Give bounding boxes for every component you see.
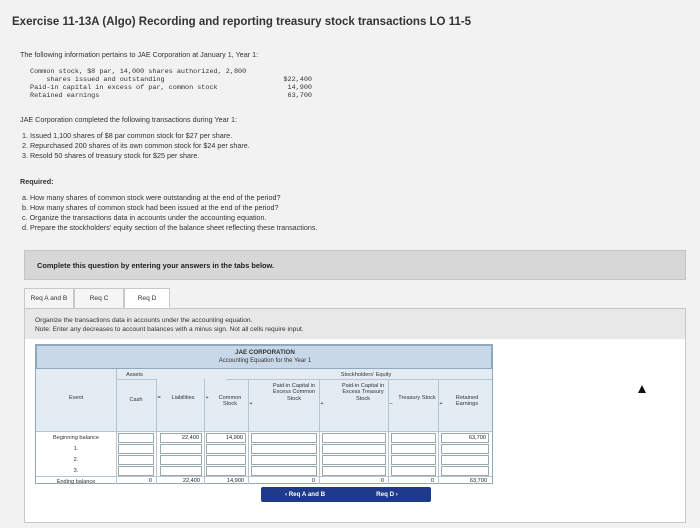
treasury-row2-input[interactable] [391, 455, 436, 465]
retained-earnings-begin: 63,700 [441, 433, 489, 443]
row-label-3: 3. [73, 468, 79, 474]
treasury-begin-input[interactable] [391, 433, 436, 443]
retained-row2-input[interactable] [441, 455, 489, 465]
required-d: d. Prepare the stockholders' equity section of the balance sheet reflecting these transactions. [22, 223, 318, 232]
tab-req-a-and-b[interactable]: Req A and B [24, 288, 74, 308]
common-ending: 14,900 [226, 478, 244, 484]
instructions-line-2: Note: Enter any decreases to account balances with a minus sign. Not all cells require input. [35, 326, 304, 333]
row-label-1: 1. [73, 446, 79, 452]
retained-row3-input[interactable] [441, 466, 489, 476]
pic-common-row2-input[interactable] [251, 455, 317, 465]
pic-treasury-header: Paid-in Capital in Excess Treasury Stock [341, 383, 385, 402]
treasury-ending: 0 [430, 478, 434, 484]
next-tab-button[interactable] [343, 487, 431, 502]
row-label-2: 2. [73, 457, 79, 463]
treasury-row1-input[interactable] [391, 444, 436, 454]
cash-row3-input[interactable] [118, 466, 154, 476]
tab-req-c[interactable]: Req C [74, 288, 124, 308]
transaction-2: 2. Repurchased 200 shares of its own common stock for $24 per share. [22, 141, 250, 150]
cash-row2-input[interactable] [118, 455, 154, 465]
cash-header: Cash [129, 397, 143, 403]
common-row3-input[interactable] [206, 466, 246, 476]
completed-text: JAE Corporation completed the following transactions during Year 1: [20, 115, 237, 124]
common-stock-header: Common Stock [218, 395, 242, 408]
pic-common-ending: 0 [311, 478, 315, 484]
liabilities-ending: 22,400 [182, 478, 200, 484]
pic-treasury-row2-input[interactable] [322, 455, 386, 465]
banner-text: Complete this question by entering your answers in the tabs below. [37, 261, 275, 270]
balance-line-2: shares issued and outstanding [30, 76, 165, 84]
common-row2-input[interactable] [206, 455, 246, 465]
tab-panel [24, 308, 686, 523]
liabilities-begin: 22,400 [160, 433, 202, 443]
liabilities-row1-input[interactable] [160, 444, 202, 454]
treasury-stock-header: Treasury Stock [398, 395, 436, 401]
liabilities-row3-input[interactable] [160, 466, 202, 476]
table-title-header [36, 345, 492, 369]
prev-tab-label: Req A and B [288, 491, 326, 498]
cash-begin-input[interactable] [118, 433, 154, 443]
transaction-3: 3. Resold 50 shares of treasury stock for $25 per share. [22, 151, 200, 160]
row-label-ending: Ending balance [56, 479, 96, 485]
pic-treasury-row1-input[interactable] [322, 444, 386, 454]
balance-value-pic: 14,900 [287, 84, 312, 92]
required-a: a. How many shares of common stock were outstanding at the end of the period? [22, 193, 281, 202]
instructions-line-1: Organize the transactions data in accounts under the accounting equation. [35, 317, 253, 324]
balance-line-3: Paid-in capital in excess of par, common stock [30, 84, 218, 92]
retained-ending: 63,700 [469, 478, 487, 484]
company-name: JAE CORPORATION [235, 349, 295, 356]
pic-common-row1-input[interactable] [251, 444, 317, 454]
tab-req-d[interactable]: Req D [124, 288, 170, 308]
balance-line-1: Common stock, $8 par, 14,000 shares authorized, 2,800 [30, 68, 247, 76]
pic-common-header: Paid-in Capital in Excess Common Stock [272, 383, 316, 402]
pic-common-row3-input[interactable] [251, 466, 317, 476]
instruction-banner [24, 250, 686, 280]
common-row1-input[interactable] [206, 444, 246, 454]
transaction-1: 1. Issued 1,100 shares of $8 par common stock for $27 per share. [22, 131, 233, 140]
chevron-right-icon: › [394, 491, 398, 498]
balance-value-retained: 63,700 [287, 92, 312, 100]
balance-value-common: $22,400 [283, 76, 312, 84]
balance-line-4: Retained earnings [30, 92, 100, 100]
table-subtitle: Accounting Equation for the Year 1 [218, 358, 312, 364]
cash-ending: 0 [148, 478, 152, 484]
pic-treasury-ending: 0 [380, 478, 384, 484]
pic-treasury-begin-input[interactable] [322, 433, 386, 443]
required-b: b. How many shares of common stock had been issued at the end of the period? [22, 203, 279, 212]
retained-row1-input[interactable] [441, 444, 489, 454]
mouse-cursor-icon [638, 385, 646, 393]
required-c: c. Organize the transactions data in accounts under the accounting equation. [22, 213, 267, 222]
retained-earnings-header: Retained Earnings [455, 395, 479, 408]
row-label-beginning: Beginning balance [52, 435, 100, 441]
page-title: Exercise 11-13A (Algo) Recording and reporting treasury stock transactions LO 11-5 [12, 16, 472, 28]
pic-common-begin-input[interactable] [251, 433, 317, 443]
event-header: Event [68, 395, 84, 401]
cash-row1-input[interactable] [118, 444, 154, 454]
assets-header: Assets [126, 372, 143, 378]
stockholders-equity-header: Stockholders' Equity [340, 372, 392, 378]
pic-treasury-row3-input[interactable] [322, 466, 386, 476]
intro-text: The following information pertains to JAE Corporation at January 1, Year 1: [20, 50, 259, 59]
next-tab-label: Req D [376, 491, 395, 498]
liabilities-row2-input[interactable] [160, 455, 202, 465]
chevron-left-icon: ‹ [284, 491, 289, 498]
required-label: Required: [20, 177, 54, 186]
common-stock-begin: 14,900 [206, 433, 246, 443]
treasury-row3-input[interactable] [391, 466, 436, 476]
instructions-box [25, 309, 685, 339]
accounting-equation-table: JAE CORPORATION Accounting Equation for the Year 1 Assets Stockholders' Equity Event Cash = Liabilities + Common Stock + Paid-in Capital in Excess Common Stock + Paid-in Capital in Excess Treasury Stock – Treasury Stock + Retained Earnings Beginning balance 1. 2. 3. Ending balance 22,400 14,900 63,700 0 22,400 14,900 0 0 0 63,700 [35, 344, 493, 484]
liabilities-header: Liabilities [171, 395, 195, 401]
prev-tab-button[interactable] [261, 487, 349, 502]
